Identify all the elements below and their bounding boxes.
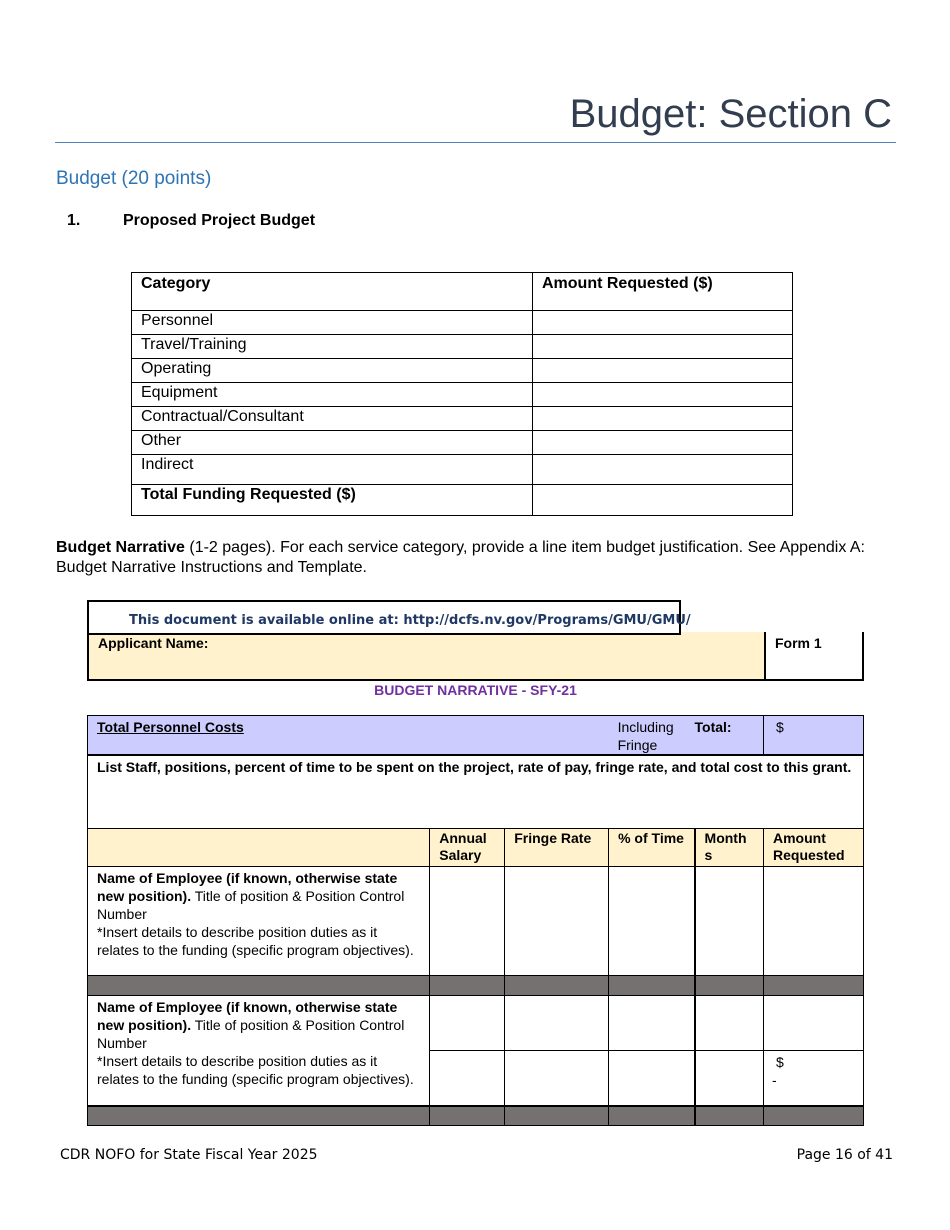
separator-row (88, 975, 864, 995)
category-travel: Travel/Training (132, 335, 533, 359)
category-contractual: Contractual/Consultant (132, 407, 533, 431)
item-heading (67, 212, 315, 230)
table-header-row (132, 273, 793, 311)
header-percent-time: % of Time (609, 828, 695, 866)
budget-category-table (131, 272, 793, 516)
table-row (132, 383, 793, 407)
narrative-bold: Budget Narrative (56, 539, 185, 556)
table-row (132, 431, 793, 455)
amount-cell[interactable] (533, 407, 793, 431)
personnel-costs-table (87, 715, 864, 1126)
form-number: Form 1 (765, 632, 863, 680)
table-row (132, 311, 793, 335)
percent-time-cell[interactable] (609, 995, 695, 1050)
annual-salary-cell[interactable] (430, 1050, 505, 1106)
header-months: Month s (695, 828, 764, 866)
percent-time-cell[interactable] (609, 1050, 695, 1106)
dash-value: - (772, 1071, 777, 1088)
total-label: Total: (695, 716, 764, 756)
category-personnel: Personnel (132, 311, 533, 335)
list-staff-instruction: List Staff, positions, percent of time to be spent on the project, rate of pay, fringe rate, and total cost to this grant. (88, 755, 864, 828)
fringe-rate-cell[interactable] (505, 866, 609, 975)
applicant-name-field[interactable]: Applicant Name: (88, 632, 765, 680)
employee-text: Title of position & Position Control Number (97, 887, 405, 922)
blank-header (88, 828, 430, 866)
employee-bold: Name of Employee (if known, otherwise state new position). (97, 869, 398, 904)
category-indirect: Indirect (132, 455, 533, 485)
dollar-sign: $ (776, 1053, 784, 1070)
amount-cell[interactable] (533, 359, 793, 383)
header-amount: Amount Requested ($) (533, 273, 793, 311)
total-personnel-label: Total Personnel Costs (97, 719, 244, 735)
employee-description (88, 995, 430, 1106)
applicant-table (87, 632, 864, 681)
amount-cell[interactable] (533, 431, 793, 455)
total-personnel-amount[interactable]: $ (764, 716, 864, 756)
months-cell[interactable] (695, 866, 764, 975)
separator-row (88, 1106, 864, 1125)
employee-text: Title of position & Position Control Number (97, 1016, 405, 1051)
fringe-rate-cell[interactable] (505, 995, 609, 1050)
employee-row (88, 995, 864, 1050)
instruction-row (88, 755, 864, 828)
employee-description (88, 866, 430, 975)
category-equipment: Equipment (132, 383, 533, 407)
total-funding-label: Total Funding Requested ($) (132, 485, 533, 516)
amount-cell[interactable] (533, 455, 793, 485)
percent-time-cell[interactable] (609, 866, 695, 975)
header-annual-salary: Annual Salary (430, 828, 505, 866)
footer-page-number: Page 16 of 41 (796, 1147, 893, 1163)
months-cell[interactable] (695, 995, 764, 1050)
total-amount-cell[interactable] (533, 485, 793, 516)
fringe-rate-cell[interactable] (505, 1050, 609, 1106)
budget-narrative-paragraph (56, 538, 898, 578)
employee-details: *Insert details to describe position duties as it relates to the funding (specific program objectives). (97, 923, 414, 958)
table-row (132, 407, 793, 431)
column-header-row (88, 828, 864, 866)
page-title: Budget: Section C (569, 92, 892, 136)
budget-narrative-title: BUDGET NARRATIVE - SFY-21 (374, 682, 577, 698)
total-personnel-label-cell (88, 716, 609, 756)
total-personnel-row (88, 716, 864, 756)
header-category: Category (132, 273, 533, 311)
category-other: Other (132, 431, 533, 455)
header-fringe-rate: Fringe Rate (505, 828, 609, 866)
total-row (132, 485, 793, 516)
table-row (132, 455, 793, 485)
employee-details: *Insert details to describe position duties as it relates to the funding (specific program objectives). (97, 1052, 414, 1087)
narrative-text: (1-2 pages). For each service category, provide a line item budget justification. See Appendix A: Budget Narrative Instructions and Template. (56, 539, 865, 576)
item-number: 1. (67, 212, 81, 229)
amount-requested-cell[interactable] (764, 866, 864, 975)
amount-requested-cell[interactable] (764, 995, 864, 1050)
amount-cell[interactable] (533, 311, 793, 335)
title-divider (55, 142, 896, 143)
annual-salary-cell[interactable] (430, 866, 505, 975)
online-availability-note: This document is available online at: http://dcfs.nv.gov/Programs/GMU/GMU/ (87, 600, 681, 635)
table-row (132, 359, 793, 383)
annual-salary-cell[interactable] (430, 995, 505, 1050)
table-row (132, 335, 793, 359)
footer-document-title: CDR NOFO for State Fiscal Year 2025 (60, 1147, 318, 1163)
category-operating: Operating (132, 359, 533, 383)
amount-requested-subtotal[interactable] (764, 1050, 864, 1106)
amount-cell[interactable] (533, 383, 793, 407)
months-cell[interactable] (695, 1050, 764, 1106)
employee-bold: Name of Employee (if known, otherwise state new position). (97, 998, 398, 1033)
header-amount-requested: Amount Requested (764, 828, 864, 866)
including-fringe: Including Fringe (609, 716, 695, 756)
item-title: Proposed Project Budget (123, 212, 316, 229)
amount-cell[interactable] (533, 335, 793, 359)
section-heading: Budget (20 points) (56, 168, 212, 189)
employee-row (88, 866, 864, 975)
